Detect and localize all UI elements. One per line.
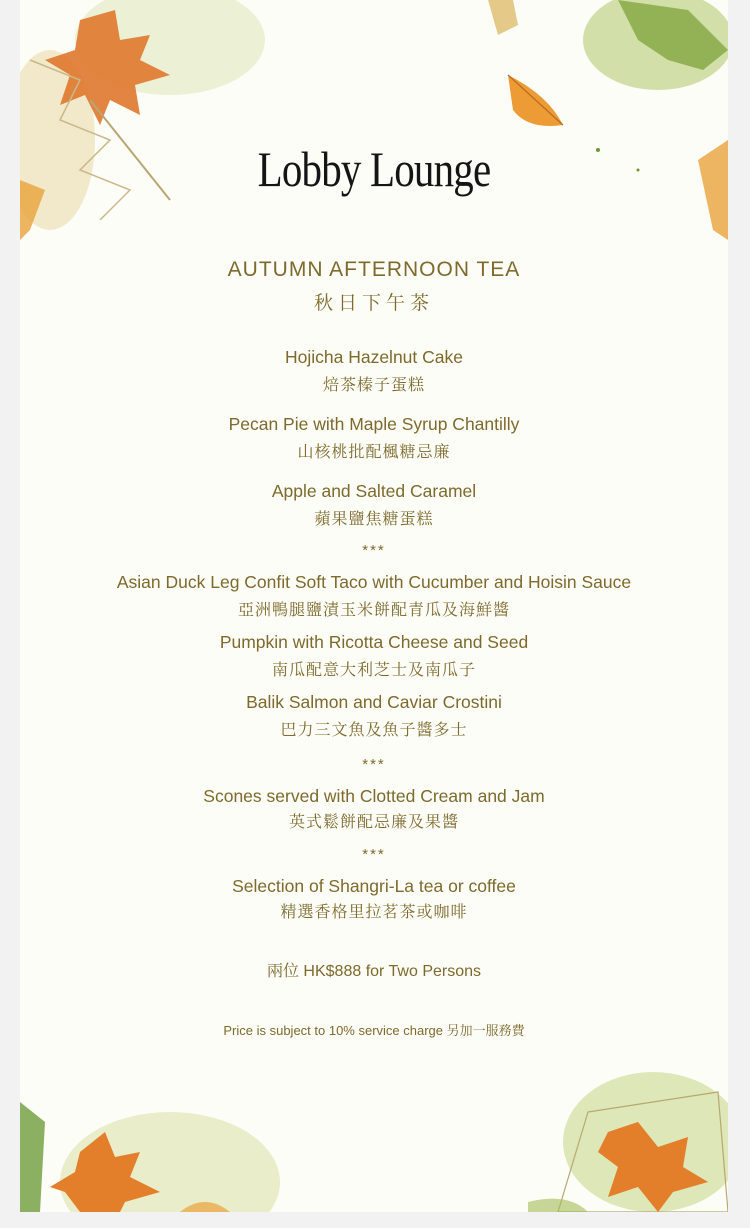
menu-title-chinese: 秋日下午茶 bbox=[313, 293, 434, 314]
menu-item-name: Pumpkin with Ricotta Cheese and Seed bbox=[219, 632, 529, 652]
autumn-leaves-bottom-right bbox=[488, 1052, 728, 1212]
menu-item-name: Hojicha Hazelnut Cake bbox=[284, 347, 463, 367]
menu-item-name-chinese: 焙茶榛子蛋糕 bbox=[322, 377, 425, 394]
autumn-leaves-top-left bbox=[20, 0, 280, 250]
menu-item-name-chinese: 亞洲鴨腿鹽漬玉米餅配青瓜及海鮮醬 bbox=[237, 602, 510, 619]
menu-item-name: Asian Duck Leg Confit Soft Taco with Cucumber and Hoisin Sauce bbox=[116, 572, 632, 592]
section-separator: *** bbox=[362, 846, 386, 863]
brand-logo: Lobby Lounge bbox=[257, 141, 491, 197]
section-separator: *** bbox=[362, 542, 386, 559]
menu-item-name: Balik Salmon and Caviar Crostini bbox=[246, 692, 502, 712]
menu-item-name-chinese: 巴力三文魚及魚子醬多士 bbox=[280, 722, 468, 739]
menu-item-name: Pecan Pie with Maple Syrup Chantilly bbox=[228, 414, 520, 434]
menu-item-name-chinese: 英式鬆餅配忌廉及果醬 bbox=[288, 814, 459, 831]
menu-item-name: Scones served with Clotted Cream and Jam bbox=[203, 786, 545, 806]
menu-item-name: Apple and Salted Caramel bbox=[271, 481, 477, 501]
menu-card bbox=[20, 0, 728, 1212]
section-separator: *** bbox=[362, 756, 386, 773]
menu-item-name-chinese: 精選香格里拉茗茶或咖啡 bbox=[280, 904, 468, 921]
menu-item-name-chinese: 蘋果鹽焦糖蛋糕 bbox=[314, 511, 434, 528]
service-charge-note: Price is subject to 10% service charge 另加一服務費 bbox=[223, 1023, 525, 1038]
autumn-leaves-top-right bbox=[488, 0, 728, 250]
menu-item-name: Selection of Shangri-La tea or coffee bbox=[232, 876, 516, 896]
menu-title: AUTUMN AFTERNOON TEA bbox=[227, 258, 521, 281]
menu-item-name-chinese: 山核桃批配楓糖忌廉 bbox=[297, 444, 451, 461]
menu-item-name-chinese: 南瓜配意大利芝士及南瓜子 bbox=[271, 662, 476, 679]
price-label: 兩位 HK$888 for Two Persons bbox=[266, 963, 482, 980]
autumn-leaves-bottom-left bbox=[20, 1062, 280, 1212]
